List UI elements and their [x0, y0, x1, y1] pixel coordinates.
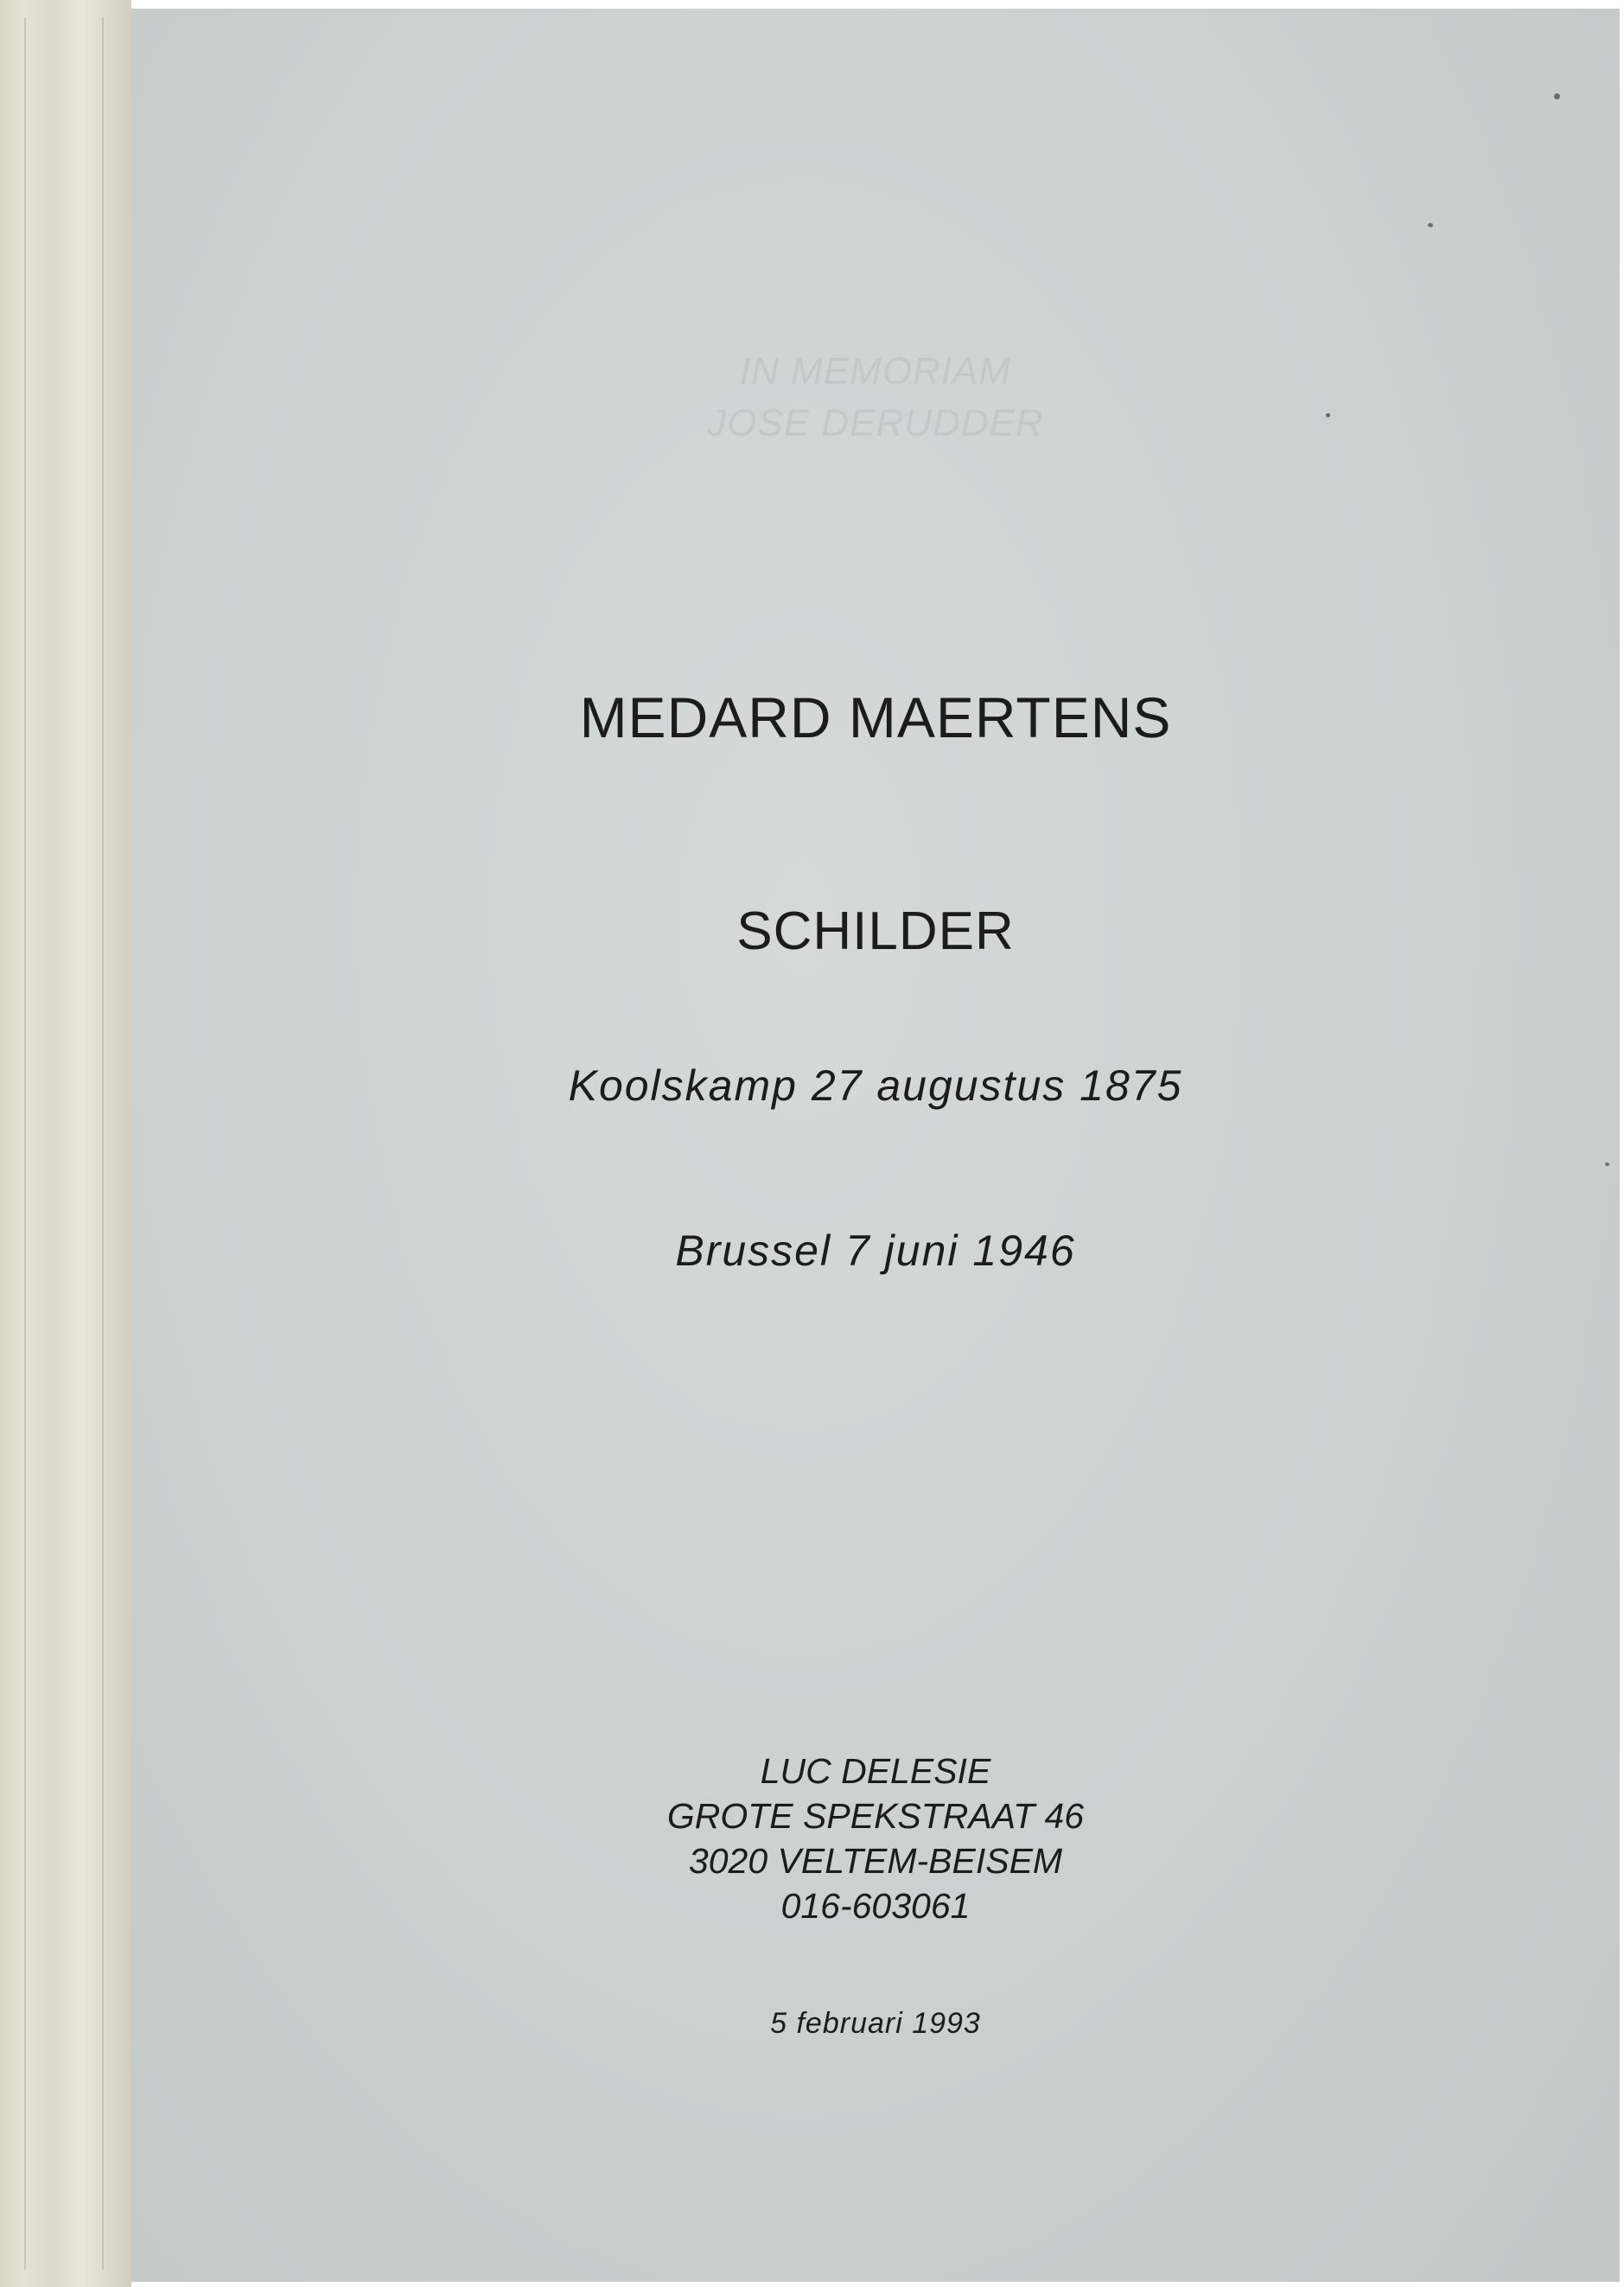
paper-speck [1326, 413, 1330, 417]
cover-title: MEDARD MAERTENS [579, 685, 1172, 749]
blind-stamp-line-1: IN MEMORIAM [739, 350, 1012, 392]
death-line: Brussel 7 juni 1946 [675, 1226, 1076, 1275]
publisher-phone: 016-603061 [780, 1886, 971, 1926]
blind-stamp-line-2: JOSE DERUDDER [707, 402, 1044, 444]
paper-speck [1605, 1163, 1609, 1166]
paper-speck [1554, 93, 1560, 99]
paper-speck [1428, 223, 1433, 227]
book-cover [131, 9, 1620, 2282]
spine-groove [24, 17, 26, 2270]
cover-subtitle: SCHILDER [736, 901, 1015, 961]
publisher-street: GROTE SPEKSTRAAT 46 [666, 1796, 1085, 1836]
publisher-name: LUC DELESIE [760, 1751, 991, 1791]
publication-date: 5 februari 1993 [770, 2007, 981, 2040]
publisher-city: 3020 VELTEM-BEISEM [688, 1841, 1063, 1881]
book-spine [0, 0, 131, 2287]
birth-line: Koolskamp 27 augustus 1875 [568, 1061, 1183, 1110]
spine-groove [102, 17, 104, 2270]
